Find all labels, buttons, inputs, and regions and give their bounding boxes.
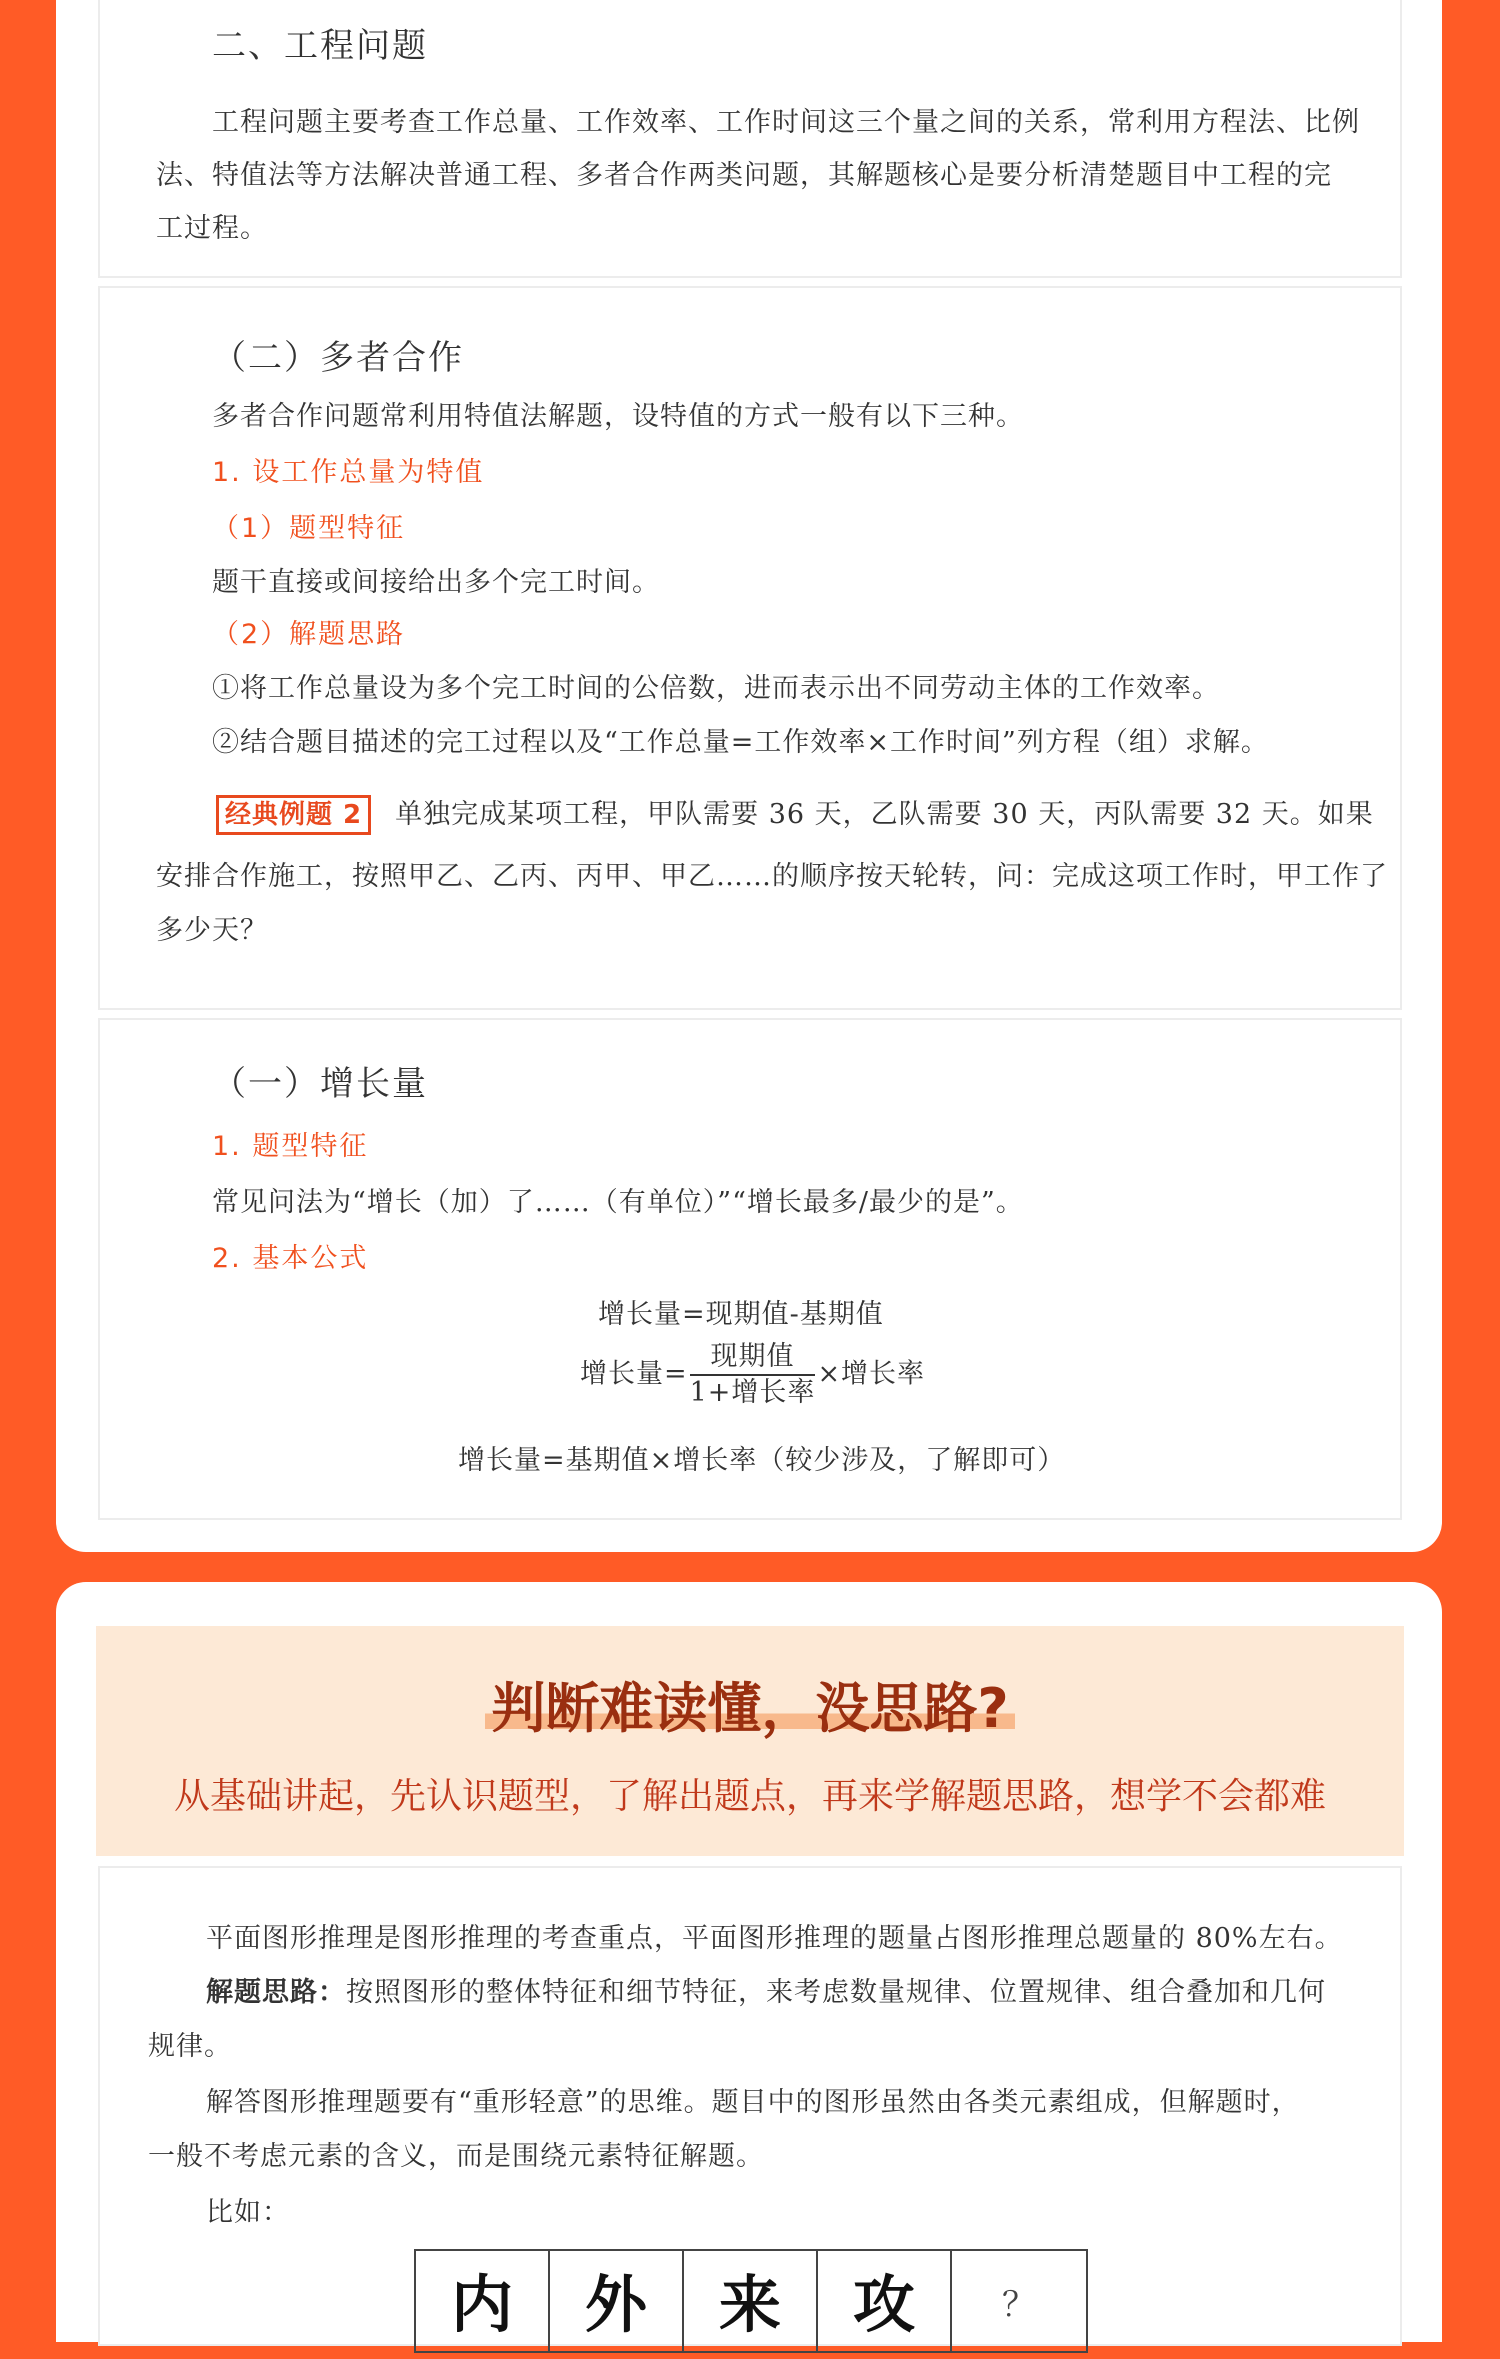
engineering-paragraph-line1: 工程问题主要考查工作总量、工作效率、工作时间这三个量之间的关系，常利用方程法、比例 (212, 107, 1360, 138)
banner-title (96, 1666, 1404, 1743)
grid-cell-1: 内 (416, 2251, 550, 2351)
grid-cell-question: ？ (1002, 2285, 1036, 2325)
formula-1: 增长量=现期值-基期值 (598, 1299, 884, 1330)
growth-common-question: 常见问法为“增长（加）了……（有单位）”“增长最多/最少的是”。 (212, 1187, 1024, 1218)
section-heading-growth: （一）增长量 (212, 1064, 428, 1104)
cooperation-intro: 多者合作问题常利用特值法解题，设特值的方式一般有以下三种。 (212, 401, 1024, 432)
formula-3: 增长量=基期值×增长率（较少涉及，了解即可） (458, 1445, 1066, 1476)
promo-banner (96, 1626, 1404, 1856)
section-heading-cooperation: （二）多者合作 (212, 338, 464, 378)
for-example-label: 比如： (206, 2197, 290, 2228)
graphic-paragraph-1: 平面图形推理是图形推理的考查重点，平面图形推理的题量占图形推理总题量的 80%左右。 (206, 1923, 1343, 1954)
example-first-line (216, 792, 1374, 835)
example-badge: 经典例题 2 (216, 795, 371, 835)
example-line3: 多少天？ (156, 915, 268, 946)
graphic-tip-line1 (206, 1970, 1326, 2009)
fraction-numerator: 现期值 (690, 1340, 816, 1376)
fraction-denominator: 1+增长率 (689, 1377, 816, 1408)
subheading-growth-feature: 1. 题型特征 (212, 1131, 369, 1162)
solving-step-1: ①将工作总量设为多个完工时间的公倍数，进而表示出不同劳动主体的工作效率。 (212, 673, 1220, 704)
banner-title-text: 判断难读懂，没思路? (485, 1666, 1014, 1743)
banner-subtitle: 从基础讲起，先认识题型，了解出题点，再来学解题思路，想学不会都难 (173, 1776, 1326, 1817)
solving-step-2: ②结合题目描述的完工过程以及“工作总量=工作效率×工作时间”列方程（组）求解。 (212, 727, 1269, 758)
graphic-paragraph-3-line1: 解答图形推理题要有“重形轻意”的思维。题目中的图形虽然由各类元素组成，但解题时， (206, 2087, 1300, 2118)
grid-cell-3: 来 (684, 2251, 818, 2351)
character-grid (414, 2249, 1088, 2353)
grid-cell-4: 攻 (818, 2251, 952, 2351)
example-line2: 安排合作施工，按照甲乙、乙丙、丙甲、甲乙……的顺序按天轮转，问：完成这项工作时，甲工作了 (156, 861, 1388, 892)
feature-text: 题干直接或间接给出多个完工时间。 (212, 567, 660, 598)
example-line1: 单独完成某项工程，甲队需要 36 天，乙队需要 30 天，丙队需要 32 天。如果 (395, 799, 1374, 830)
engineering-paragraph-line2: 法、特值法等方法解决普通工程、多者合作两类问题，其解题核心是要分析清楚题目中工程的完 (156, 160, 1332, 191)
formula-2-right: ×增长率 (817, 1358, 926, 1390)
subheading-basic-formula: 2. 基本公式 (212, 1243, 369, 1274)
formula-2-left: 增长量= (580, 1358, 688, 1390)
graphic-paragraph-3-line2: 一般不考虑元素的含义，而是围绕元素特征解题。 (148, 2141, 764, 2172)
formula-2 (580, 1340, 925, 1410)
subheading-solving-approach: （2）解题思路 (212, 619, 406, 650)
graphic-tip-line2: 规律。 (148, 2031, 232, 2062)
subheading-question-feature: （1）题型特征 (212, 513, 406, 544)
tip-text: 按照图形的整体特征和细节特征，来考虑数量规律、位置规律、组合叠加和几何 (346, 1977, 1326, 2008)
engineering-paragraph-line3: 工过程。 (156, 213, 268, 244)
tip-label: 解题思路： (206, 1977, 346, 2008)
section-heading-engineering: 二、工程问题 (212, 26, 428, 66)
subheading-set-total-work: 1. 设工作总量为特值 (212, 457, 485, 488)
formula-2-fraction (690, 1340, 816, 1410)
grid-cell-2: 外 (550, 2251, 684, 2351)
